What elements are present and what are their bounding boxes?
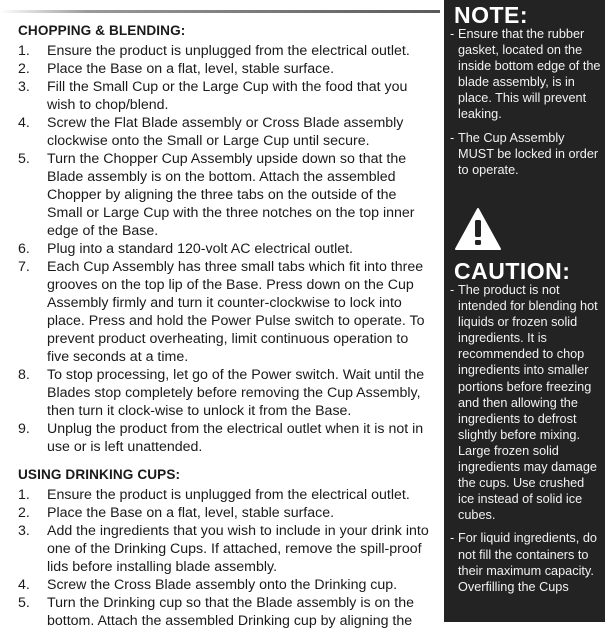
note-title: NOTE: (454, 2, 529, 28)
step-number: 2. (18, 505, 30, 521)
step-text: Fill the Small Cup or the Large Cup with the food that you wish to chop/blend. (47, 79, 408, 113)
step-text: Plug into a standard 120-volt AC electrical outlet. (47, 241, 353, 257)
caution-text: The product is not intended for blending hot liquids or frozen solid ingredients. It is recommended to chop ingredients into smaller portions before freezing and then allowing the ingredients to defrost slightly before mixing. Large frozen solid ingredients may damage the cups. Use crushed ice instead of solid ice cubes. (458, 283, 598, 523)
step-text: Screw the Cross Blade assembly onto the Drinking cup. (47, 577, 398, 593)
list-item (450, 530, 602, 594)
step-number: 3. (18, 79, 30, 95)
step-text: Add the ingredients that you wish to include in your drink into one of the Drinking Cups. If attached, remove the spill-proof lids before installing blade assembly. (47, 523, 429, 575)
note-text: Ensure that the rubber gasket, located on the inside bottom edge of the blade assembly, is in place. This will prevent leaking. (458, 27, 601, 122)
dash-marker: - (450, 27, 455, 41)
step-text: Place the Base on a flat, level, stable surface. (47, 505, 335, 521)
note-list (450, 26, 602, 185)
step-text: Place the Base on a flat, level, stable surface. (47, 61, 335, 77)
list-item (18, 60, 434, 78)
list-item (18, 42, 434, 60)
caution-list (450, 282, 602, 602)
top-divider (0, 10, 440, 13)
list-item (18, 504, 434, 522)
warning-triangle-icon (454, 207, 502, 251)
step-number: 2. (18, 61, 30, 77)
list-item (450, 26, 602, 123)
step-number: 1. (18, 487, 30, 503)
step-text: Screw the Flat Blade assembly or Cross Blade assembly clockwise onto the Small or Large Cup until secure. (47, 115, 404, 149)
notes-sidebar (444, 0, 605, 622)
drinking-steps (18, 486, 434, 630)
step-text: Ensure the product is unplugged from the electrical outlet. (47, 43, 410, 59)
step-text: Ensure the product is unplugged from the electrical outlet. (47, 487, 410, 503)
step-number: 5. (18, 595, 30, 611)
step-number: 5. (18, 151, 30, 167)
list-item (18, 522, 434, 576)
step-number: 7. (18, 259, 30, 275)
list-item (18, 240, 434, 258)
step-text: Unplug the product from the electrical outlet when it is not in use or is left unattended. (47, 421, 424, 455)
step-number: 8. (18, 367, 30, 383)
list-item (18, 576, 434, 594)
list-item (18, 486, 434, 504)
caution-text: For liquid ingredients, do not fill the containers to their maximum capacity. Overfilling the Cups (458, 531, 597, 594)
list-item (450, 130, 602, 178)
list-item (18, 258, 434, 366)
chopping-heading: CHOPPING & BLENDING: (18, 23, 186, 38)
step-text: Turn the Chopper Cup Assembly upside down so that the Blade assembly is on the bottom. Attach the assembled Chopper by aligning the three tabs on the outside of the Small or Large Cup with the three notches on the top inner edge of the Base. (47, 151, 415, 239)
list-item (450, 282, 602, 523)
list-item (18, 114, 434, 150)
step-number: 3. (18, 523, 30, 539)
list-item (18, 594, 434, 630)
step-number: 6. (18, 241, 30, 257)
step-number: 4. (18, 115, 30, 131)
list-item (18, 420, 434, 456)
dash-marker: - (450, 130, 455, 145)
step-text: To stop processing, let go of the Power switch. Wait until the Blades stop completely before removing the Cup Assembly, then turn it clock-wise to unlock it from the Base. (47, 367, 425, 419)
list-item (18, 78, 434, 114)
dash-marker: - (450, 531, 455, 546)
list-item (18, 150, 434, 240)
caution-title: CAUTION: (454, 258, 571, 284)
step-number: 4. (18, 577, 30, 593)
note-text: The Cup Assembly MUST be locked in order to operate. (458, 130, 599, 177)
dash-marker: - (450, 283, 455, 297)
step-number: 9. (18, 421, 30, 437)
step-number: 1. (18, 43, 30, 59)
step-text: Each Cup Assembly has three small tabs which fit into three grooves on the top lip of the Base. Press down on the Cup Assembly firmly and turn it counter-clockwise to lock into place. Press and hold the Power Pulse switch to operate. To prevent product overheating, limit continuous operation to five seconds at a time. (47, 259, 425, 365)
instructions-column (18, 22, 434, 630)
chopping-steps (18, 42, 434, 456)
list-item (18, 366, 434, 420)
drinking-heading: USING DRINKING CUPS: (18, 467, 181, 482)
step-text: Turn the Drinking cup so that the Blade assembly is on the bottom. Attach the assembled Drinking cup by aligning the (47, 595, 414, 629)
